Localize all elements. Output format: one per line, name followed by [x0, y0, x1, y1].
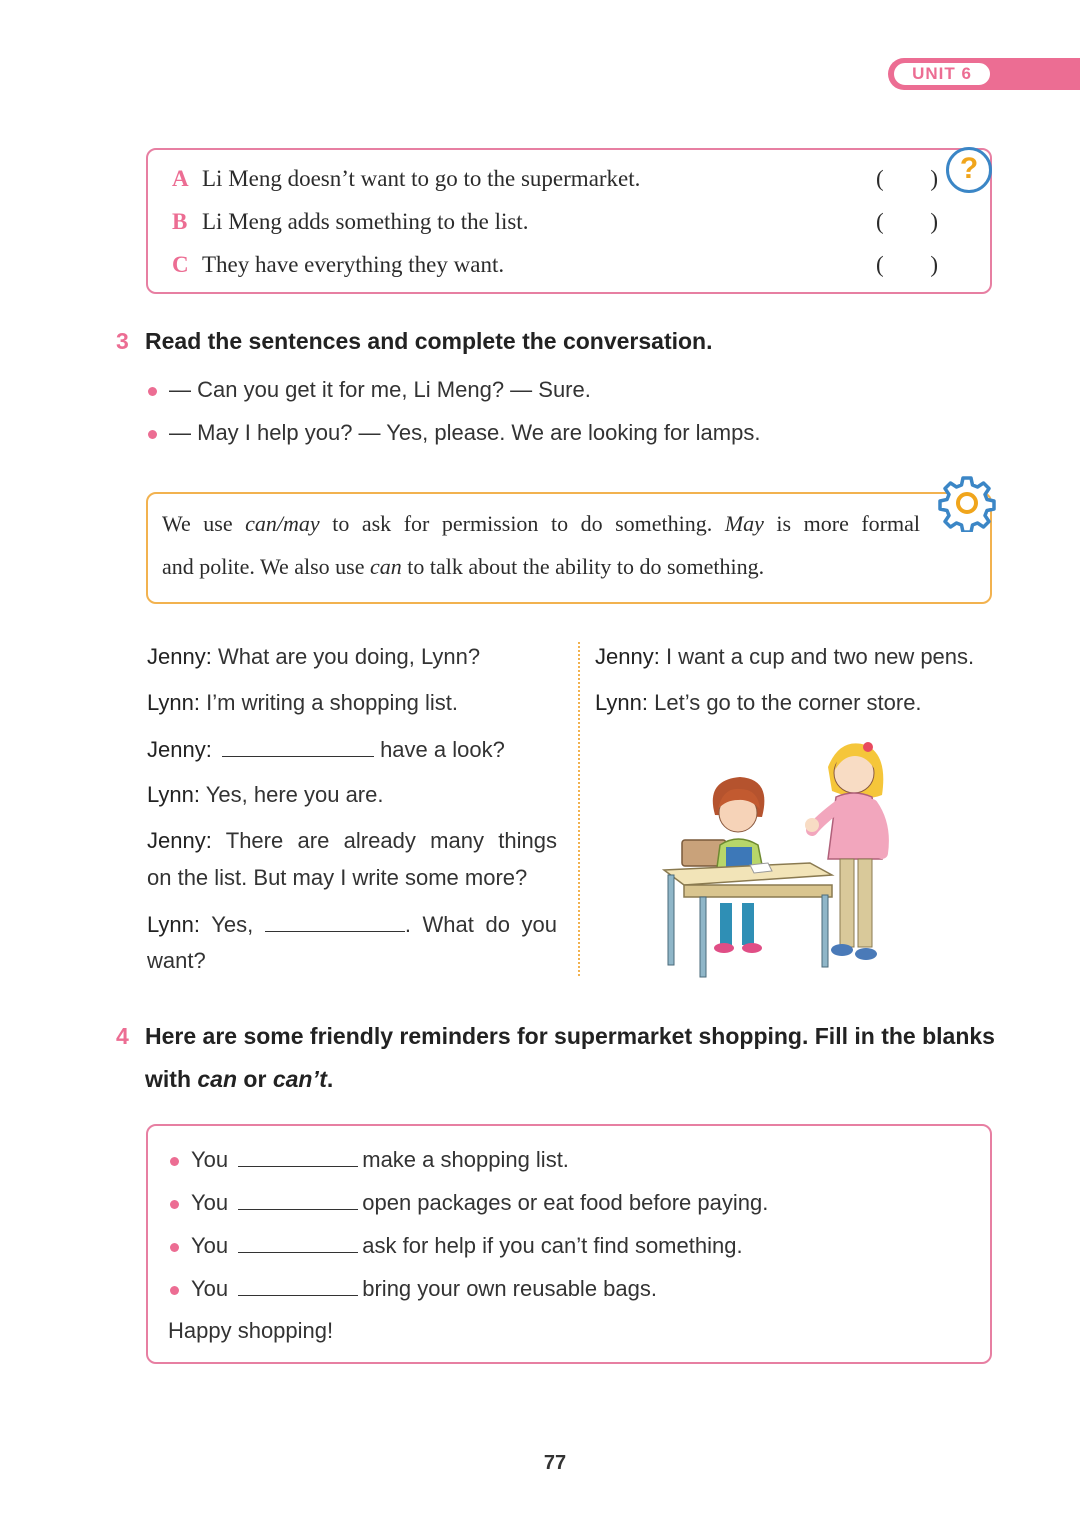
grammar-note-line-2: and polite. We also use can to talk about the ability to do something. [162, 554, 765, 579]
column-divider [578, 642, 580, 976]
bullet-dot [170, 1200, 179, 1209]
dialogue-line: Lynn: Let’s go to the corner store. [595, 690, 922, 715]
reminder-item: You open packages or eat food before paying. [170, 1189, 768, 1216]
option-row-a [148, 166, 990, 206]
bullet-dot [148, 430, 157, 439]
options-box [146, 148, 992, 294]
answer-blank[interactable] [238, 1146, 358, 1167]
dialogue-line: Lynn: Yes, here you are. [147, 782, 384, 807]
unit-label: UNIT 6 [892, 61, 992, 87]
option-letter: B [172, 209, 188, 234]
dialogue-line-continued: want? [147, 948, 206, 973]
dialogue-line: Jenny: What are you doing, Lynn? [147, 644, 481, 669]
sentence-item: — May I help you? — Yes, please. We are looking for lamps. [148, 420, 760, 446]
sentence-item: — Can you get it for me, Li Meng? — Sure. [148, 377, 591, 403]
section-title-line-2: with can or can’t. [145, 1066, 334, 1092]
answer-blank[interactable] [238, 1275, 358, 1296]
grammar-note-line-1: We use can/may to ask for permission to do something. May is more formal [162, 511, 921, 536]
option-letter: A [172, 166, 189, 191]
answer-blank[interactable] [265, 911, 405, 932]
answer-parentheses[interactable]: ( ) [876, 166, 938, 191]
option-text: Li Meng doesn’t want to go to the supermarket. [202, 166, 641, 191]
answer-parentheses[interactable]: ( ) [876, 209, 938, 234]
dialogue-line: Lynn: I’m writing a shopping list. [147, 690, 459, 715]
grammar-note-box [146, 492, 992, 604]
bullet-dot [170, 1286, 179, 1295]
reminder-closing: Happy shopping! [168, 1318, 334, 1343]
bullet-dot [148, 387, 157, 396]
dialogue-line-continued: on the list. But may I write some more? [147, 865, 528, 890]
option-text: They have everything they want. [202, 252, 505, 277]
bullet-dot [170, 1243, 179, 1252]
option-letter: C [172, 252, 189, 277]
reminder-item: You bring your own reusable bags. [170, 1275, 657, 1302]
question-mark-icon: ? [946, 147, 992, 193]
dialogue-line: Jenny: I want a cup and two new pens. [595, 644, 975, 669]
section-title: Read the sentences and complete the conversation. [145, 328, 713, 354]
answer-blank[interactable] [238, 1232, 358, 1253]
reminder-item: You make a shopping list. [170, 1146, 569, 1173]
dialogue-line: Jenny: There are already many things [147, 828, 557, 853]
dialogue-line: Lynn: Yes, . What do you [147, 912, 557, 937]
gear-icon [938, 474, 996, 532]
dialogue-line: Jenny: have a look? [147, 737, 505, 762]
section-number: 3 [116, 328, 129, 354]
answer-blank[interactable] [238, 1189, 358, 1210]
answer-blank[interactable] [222, 736, 374, 757]
option-row-b [148, 209, 990, 249]
section-title-line-1: Here are some friendly reminders for supermarket shopping. Fill in the blanks [145, 1023, 995, 1049]
bullet-dot [170, 1157, 179, 1166]
girls-writing-illustration [660, 735, 900, 985]
option-row-c [148, 252, 990, 292]
page-number: 77 [543, 1452, 567, 1474]
option-text: Li Meng adds something to the list. [202, 209, 529, 234]
section-number: 4 [116, 1023, 129, 1049]
reminders-box [146, 1124, 992, 1364]
reminder-item: You ask for help if you can’t find something. [170, 1232, 743, 1259]
answer-parentheses[interactable]: ( ) [876, 252, 938, 277]
